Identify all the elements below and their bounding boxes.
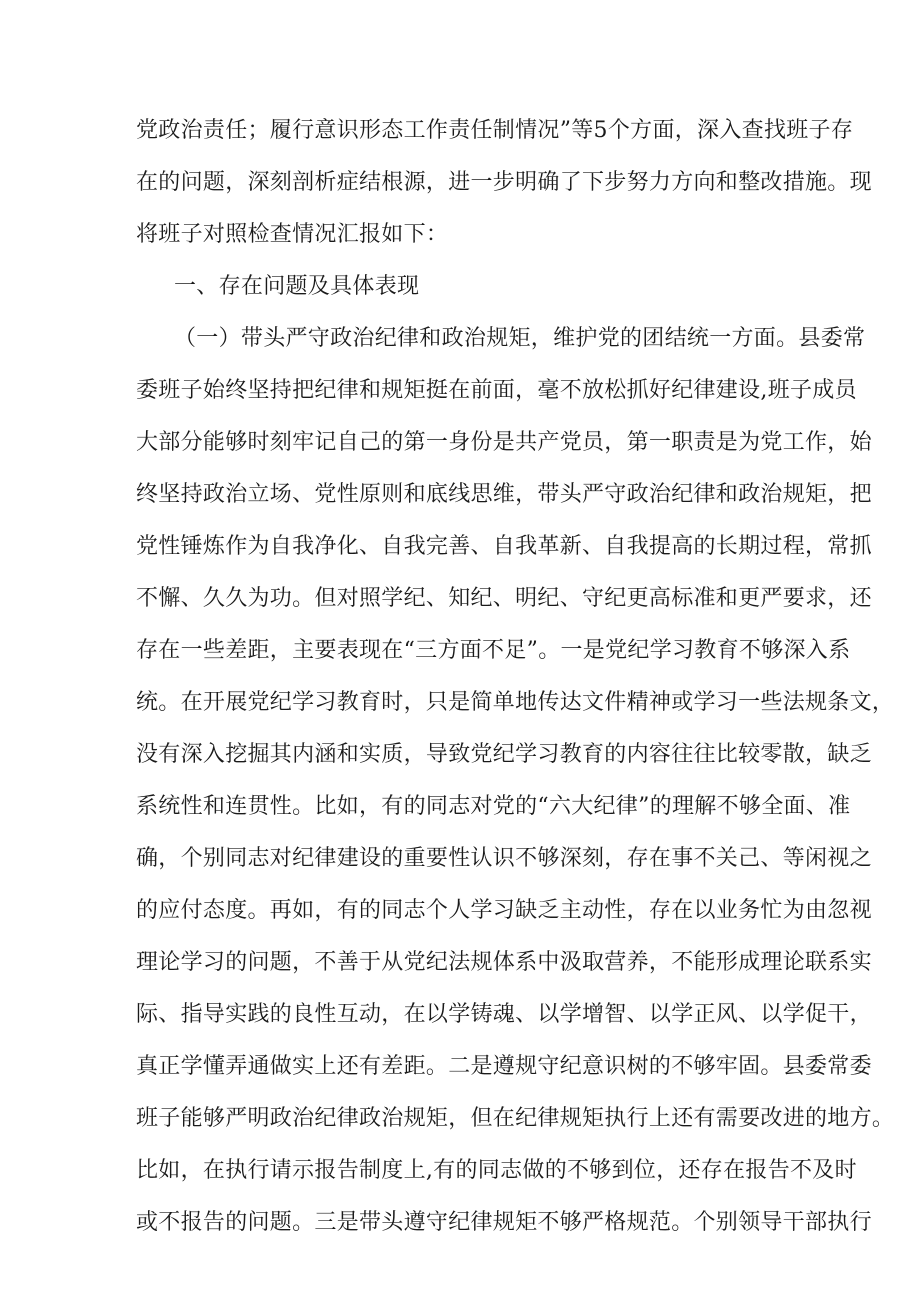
body-text-line: 比如，在执行请示报告制度上,有的同志做的不够到位，还存在报告不及时 bbox=[136, 1158, 857, 1183]
body-text-line: 际、指导实践的良性互动，在以学铸魂、以学增智、以学正风、以学促干， bbox=[136, 1002, 872, 1027]
body-text-line: 大部分能够时刻牢记自己的第一身份是共产党员，第一职责是为党工作，始 bbox=[136, 430, 872, 455]
subsection-heading-line: （一）带头严守政治纪律和政治规矩，维护党的团结统一方面。县委常 bbox=[174, 326, 866, 351]
body-text-line: 终坚持政治立场、党性原则和底线思维，带头严守政治纪律和政治规矩，把 bbox=[136, 482, 872, 507]
body-text-line: 没有深入挖掘其内涵和实质，导致党纪学习教育的内容往往比较零散，缺乏 bbox=[136, 742, 872, 767]
body-text-line: 存在一些差距，主要表现在“三方面不足”。一是党纪学习教育不够深入系 bbox=[136, 638, 851, 663]
body-text-line: 理论学习的问题，不善于从党纪法规体系中汲取营养，不能形成理论联系实 bbox=[136, 950, 872, 975]
body-text-line: 系统性和连贯性。比如，有的同志对党的“六大纪律”的理解不够全面、准 bbox=[136, 794, 851, 819]
body-text-line: 班子能够严明政治纪律政治规矩，但在纪律规矩执行上还有需要改进的地方。 bbox=[136, 1106, 895, 1131]
body-text-line: 确，个别同志对纪律建设的重要性认识不够深刻，存在事不关己、等闲视之 bbox=[136, 846, 872, 871]
section-heading: 一、存在问题及具体表现 bbox=[174, 274, 420, 299]
body-text-line: 或不报告的问题。三是带头遵守纪律规矩不够严格规范。个别领导干部执行 bbox=[136, 1210, 872, 1235]
body-text-line: 真正学懂弄通做实上还有差距。二是遵规守纪意识树的不够牢固。县委常委 bbox=[136, 1054, 872, 1079]
body-text-line: 在的问题，深刻剖析症结根源，进一步明确了下步努力方向和整改措施。现 bbox=[136, 170, 872, 195]
body-text-line: 党性锤炼作为自我净化、自我完善、自我革新、自我提高的长期过程，常抓 bbox=[136, 534, 872, 559]
body-text-line: 统。在开展党纪学习教育时，只是简单地传达文件精神或学习一些法规条文， bbox=[136, 690, 895, 715]
body-text-line: 委班子始终坚持把纪律和规矩挺在前面，毫不放松抓好纪律建设,班子成员 bbox=[136, 378, 857, 403]
body-text-line: 不懈、久久为功。但对照学纪、知纪、明纪、守纪更高标准和更严要求，还 bbox=[136, 586, 872, 611]
body-text-line: 的应付态度。再如，有的同志个人学习缺乏主动性，存在以业务忙为由忽视 bbox=[136, 898, 872, 923]
body-text-line: 党政治责任；履行意识形态工作责任制情况”等5个方面，深入查找班子存 bbox=[136, 118, 854, 143]
body-text-line: 将班子对照检查情况汇报如下： bbox=[136, 222, 449, 247]
